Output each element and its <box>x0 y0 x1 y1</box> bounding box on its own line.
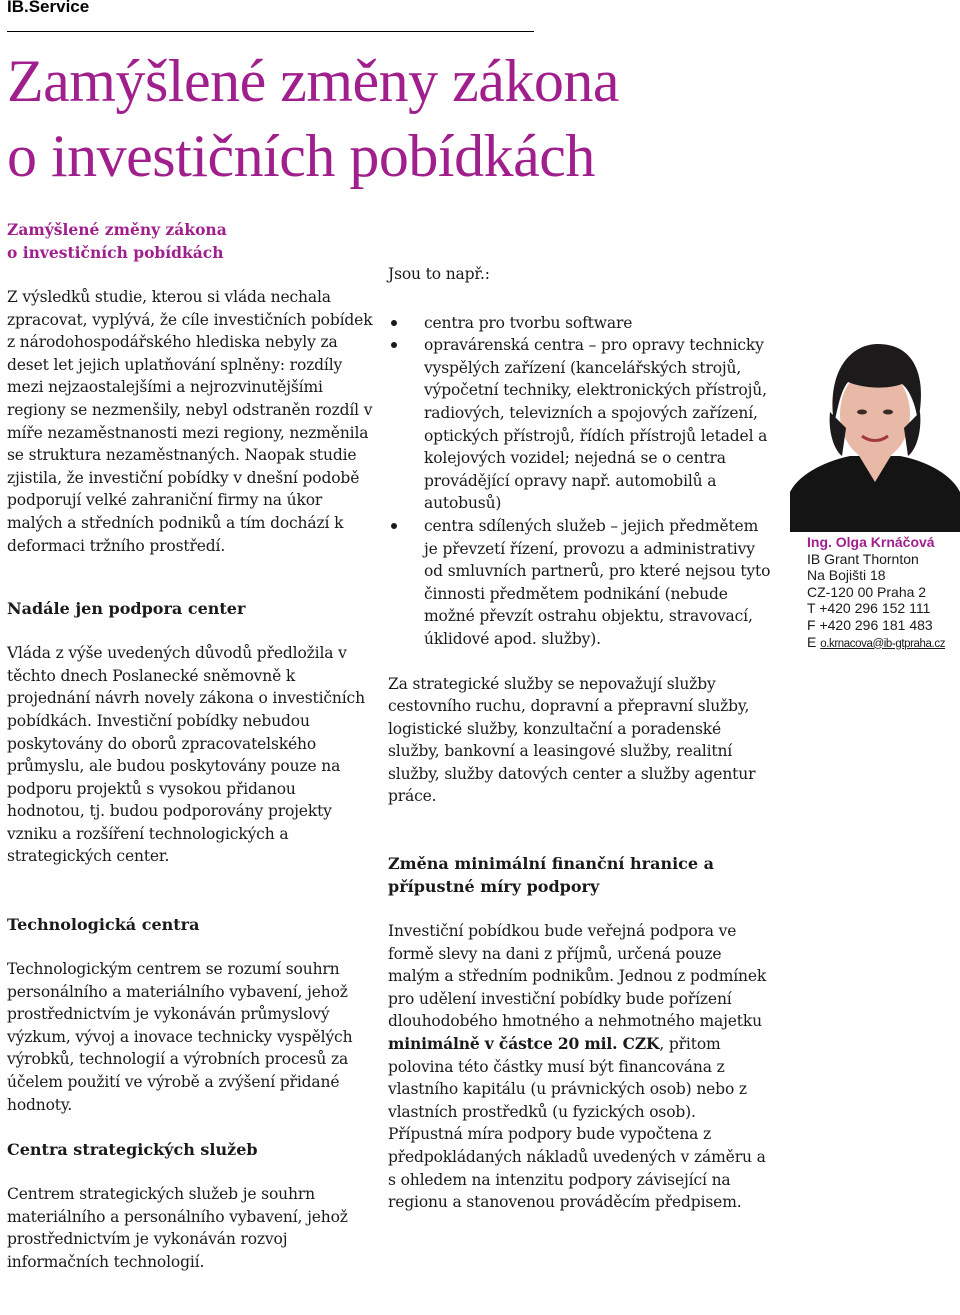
brand-label: IB.Service <box>7 0 90 16</box>
intro-paragraph <box>7 286 377 557</box>
list-item-text: opravárenská centra – pro opravy technicky vyspělých zařízení (kancelářských strojů, výpočetní techniky, elektronických přístrojů, radiových, televizních a spojových zařízení, optických přístrojů, řídích přístrojů letadel a kolejových vozidel; nejedná se o centra provádějící opravy např. automobilů a autobusů) <box>424 336 768 513</box>
page-title-line-1: Zamýšlené změny zákona <box>7 48 620 114</box>
middle-column <box>388 263 773 1214</box>
subtitle-line-1: Zamýšlené změny zákona <box>7 220 227 239</box>
contact-company: IB Grant Thornton <box>807 550 919 567</box>
examples-intro: Jsou to např.: <box>388 265 490 283</box>
support-text-2: Investiční pobídky nebudou poskytovány do oborů zpracovatelského průmyslu, ale budou poskytovány pouze na podporu projektů s vysokou přidanou hodnotou, tj. budou podporovány projekty vzniku a rozšíření technologických a strategických center. <box>7 711 341 866</box>
contact-street: Na Bojišti 18 <box>807 567 886 584</box>
article-subtitle <box>7 218 227 264</box>
intro-text-2: Naopak studie zjistila, že investiční pobídky v dnešní podobě podporují velké zahraniční firmy na úkor malých a středních podniků a tím dochází k deformaci tržního prostředí. <box>7 446 360 555</box>
contact-fax: F +420 296 181 483 <box>807 616 933 633</box>
list-item <box>388 334 773 515</box>
page-title <box>7 44 619 194</box>
limit-amount: minimálně v částce 20 mil. CZK <box>388 1034 660 1054</box>
list-item-text: centra pro tvorbu software <box>424 313 633 332</box>
support-text-1: Vláda z výše uvedených důvodů předložila v těchto dnech Poslanecké sněmovně k projednání návrh novely zákona o investičních pobídkách. <box>7 644 365 730</box>
intro-text-1: Z výsledků studie, kterou si vláda nechala zpracovat, vyplývá, že cíle investičních pobídek z národohospodářského hlediska nebyly za deset let jejich uplatňování splněny: rozdíly mezi nejzaostalejšími a nejrozvinutějšími regiony se nezmenšily, nebyl odstraněn rozdíl v míře nezaměstnanosti mezi regiony, nezměnila se struktura nezaměstnaných. <box>7 288 373 465</box>
contact-card <box>807 534 960 652</box>
left-column <box>7 286 377 1274</box>
contact-email-prefix: E <box>807 633 817 650</box>
contact-city: CZ-120 00 Praha 2 <box>807 583 927 600</box>
subtitle-line-2: o investičních pobídkách <box>7 243 224 262</box>
contact-email-link[interactable]: o.krnacova@ib-gtpraha.cz <box>820 637 946 650</box>
heading-strategic-centers: Centra strategických služeb <box>7 1140 258 1160</box>
header-rule <box>7 31 534 32</box>
heading-minimum-limit: Změna minimální finanční hranice a přípustné míry podpory <box>388 854 715 897</box>
examples-list <box>388 312 773 651</box>
list-item-text: centra sdílených služeb – jejich předmětem je převzetí řízení, provozu a administrativy od smluvních partnerů, pro které nejsou tyto činnosti předmětem podnikání (nebude možné převzít ostrahu objektu, stravovací, úklidové apod. služby). <box>424 516 771 648</box>
contact-email-row <box>807 634 960 653</box>
heading-tech-centers: Technologická centra <box>7 915 200 935</box>
strategic-paragraph: Centrem strategických služeb je souhrn materiálního a personálního vybavení, jehož prostřednictvím je vykonáván rozvoj informačních technologií. <box>7 1185 348 1271</box>
author-photo <box>790 332 960 532</box>
not-strategic-paragraph: Za strategické služby se nepovažují služby cestovního ruchu, dopravní a přepravní služby, logistické služby, konzultační a poradenské služby, bankovní a leasingové služby, realitní služby, služby datových center a služby agentur práce. <box>388 674 756 806</box>
limit-text-1: Investiční pobídkou bude veřejná podpora ve formě slevy na dani z příjmů, určená pouze malým a středním podnikům. Jednou z podmínek pro udělení investiční pobídky bude pořízení dlouhodobého hmotného a nehmotného majetku <box>388 922 767 1031</box>
list-item <box>388 515 773 651</box>
heading-center-support: Nadále jen podpora center <box>7 599 246 619</box>
contact-name: Ing. Olga Krnáčová <box>807 534 935 550</box>
page-title-line-2: o investičních pobídkách <box>7 123 595 189</box>
limit-paragraph <box>388 920 773 1214</box>
contact-phone: T +420 296 152 111 <box>807 600 931 617</box>
list-item <box>388 312 773 335</box>
support-paragraph <box>7 642 377 868</box>
tech-paragraph: Technologickým centrem se rozumí souhrn personálního a materiálního vybavení, jehož prostřednictvím je vykonáván průmyslový výzkum, vývoj a inovace technicky vyspělých výrobků, technologií a výrobních procesů za účelem použití ve výrobě a zvýšení přidané hodnoty. <box>7 960 353 1114</box>
limit-text-2: , přitom polovina této částky musí být financována z vlastního kapitálu (u právnických osob) nebo z vlastních prostředků (u fyzických osob). Přípustná míra podpory bude vypočtena z předpokládaných nákladů uvedených v záměru a s ohledem na intenzitu podpory závisející na regionu a stanovenou prováděcím předpisem. <box>388 1035 766 1212</box>
